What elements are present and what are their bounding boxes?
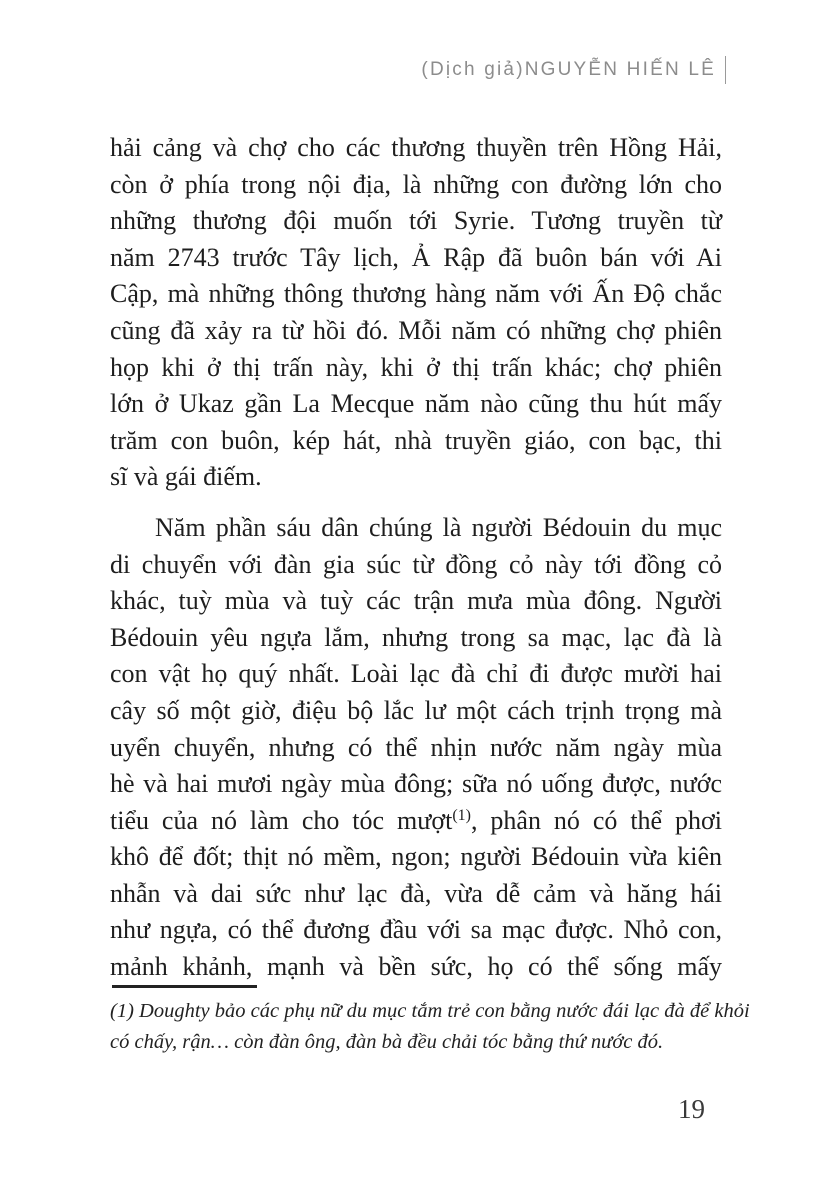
text-line: mảnh khảnh, mạnh và bền sức, họ có thể sống mấy [110, 952, 722, 982]
text-line: khô để đốt; thịt nó mềm, ngon; người Bédouin vừa kiên [110, 842, 722, 872]
text-line: khác, tuỳ mùa và tuỳ các trận mưa mùa đông. Người [110, 586, 722, 616]
paragraph-2 [110, 510, 722, 986]
footnote-line: có chấy, rận… còn đàn ông, đàn bà đều chải tóc bằng thứ nước đó. [110, 1031, 664, 1053]
text-line: con vật họ quý nhất. Loài lạc đà chỉ đi được mười hai [110, 659, 722, 689]
translator-byline: (Dịch giả)NGUYỄN HIẾN LÊ [421, 59, 716, 80]
text-line: họp khi ở thị trấn này, khi ở thị trấn khác; chợ phiên [110, 352, 722, 382]
text-line: năm 2743 trước Tây lịch, Ả Rập đã buôn bán với Ai [110, 242, 722, 272]
text-line: hè và hai mươi ngày mùa đông; sữa nó uống được, nước [110, 769, 722, 799]
text-line: Năm phần sáu dân chúng là người Bédouin du mục [155, 512, 722, 542]
footnote-line: (1) Doughty bảo các phụ nữ du mục tắm trẻ con bằng nước đái lạc đà để khỏi [110, 1000, 750, 1022]
text-line: Bédouin yêu ngựa lắm, nhưng trong sa mạc, lạc đà là [110, 622, 722, 652]
text-segment: tiểu của nó làm cho tóc mượt [110, 805, 453, 835]
text-line: lớn ở Ukaz gần La Mecque năm nào cũng thu hút mấy [110, 389, 722, 419]
text-line: những thương đội muốn tới Syrie. Tương truyền từ [110, 206, 722, 236]
header-divider-bar [725, 56, 726, 84]
text-line: cây số một giờ, điệu bộ lắc lư một cách trịnh trọng mà [110, 695, 722, 725]
text-line: uyển chuyển, nhưng có thể nhịn nước năm ngày mùa [110, 732, 722, 762]
text-line: cũng đã xảy ra từ hồi đó. Mỗi năm có những chợ phiên [110, 315, 722, 345]
text-line: như ngựa, có thể đương đầu với sa mạc được. Nhỏ con, [110, 915, 722, 945]
text-line: sĩ và gái điếm. [110, 462, 262, 492]
paragraph-1 [110, 130, 722, 496]
text-segment: , phân nó có thể phơi [470, 805, 722, 835]
text-line: trăm con buôn, kép hát, nhà truyền giáo, con bạc, thi [110, 425, 722, 455]
footnote-block [110, 996, 750, 1058]
text-line: di chuyển với đàn gia súc từ đồng cỏ này tới đồng cỏ [110, 549, 722, 579]
text-line: Cập, mà những thông thương hàng năm với Ấn Độ chắc [110, 279, 722, 309]
page-header [421, 56, 726, 84]
text-line: còn ở phía trong nội địa, là những con đường lớn cho [110, 169, 722, 199]
text-line: hải cảng và chợ cho các thương thuyền trên Hồng Hải, [110, 133, 722, 162]
body-text-block [110, 130, 722, 986]
text-line: nhẫn và dai sức như lạc đà, vừa dễ cảm và hăng hái [110, 878, 722, 908]
page-number: 19 [678, 1094, 705, 1124]
text-line-with-footnote-ref [110, 803, 722, 840]
footnote-separator-rule [112, 985, 257, 988]
footnote-reference-marker: (1) [452, 806, 471, 824]
